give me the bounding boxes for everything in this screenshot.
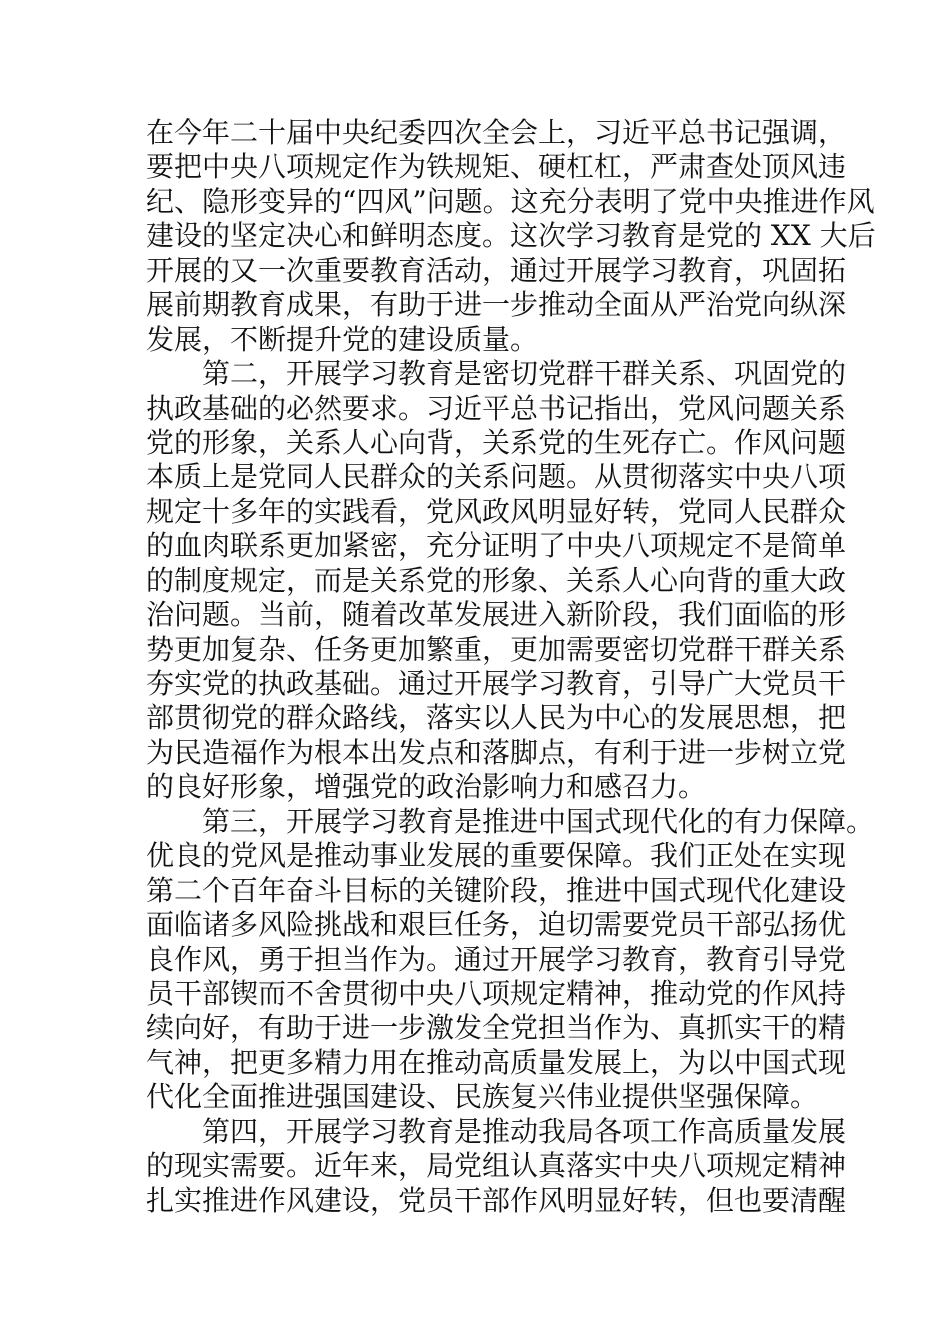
text-line: 的良好形象，增强党的政治影响力和感召力。: [146, 770, 707, 804]
text-line: 执政基础的必然要求。习近平总书记指出，党风问题关系: [146, 391, 847, 425]
text-line: 气神，把更多精力用在推动高质量发展上，为以中国式现: [146, 1045, 847, 1079]
text-line: 纪、隐形变异的“四风”问题。这充分表明了党中央推进作风: [146, 184, 875, 218]
text-line: 良作风，勇于担当作为。通过开展学习教育，教育引导党: [146, 942, 847, 976]
text-line: 发展，不断提升党的建设质量。: [146, 322, 539, 356]
text-line: 的制度规定，而是关系党的形象、关系人心向背的重大政: [146, 563, 847, 597]
text-line: 治问题。当前，随着改革发展进入新阶段，我们面临的形: [146, 598, 847, 632]
text-line: 规定十多年的实践看，党风政风明显好转，党同人民群众: [146, 494, 847, 528]
text-line: 第二个百年奋斗目标的关键阶段，推进中国式现代化建设: [146, 873, 847, 907]
text-line: 扎实推进作风建设，党员干部作风明显好转，但也要清醒: [146, 1183, 847, 1217]
text-line: 建设的坚定决心和鲜明态度。这次学习教育是党的 XX 大后: [146, 219, 876, 253]
text-line: 第四，开展学习教育是推动我局各项工作高质量发展: [146, 1114, 847, 1148]
text-line: 夯实党的执政基础。通过开展学习教育，引导广大党员干: [146, 667, 847, 700]
text-line: 续向好，有助于进一步激发全党担当作为、真抓实干的精: [146, 1011, 847, 1045]
text-line: 为民造福作为根本出发点和落脚点，有利于进一步树立党: [146, 735, 847, 769]
text-line: 员干部锲而不舍贯彻中央八项规定精神，推动党的作风持: [146, 976, 847, 1010]
text-line: 部贯彻党的群众路线，落实以人民为中心的发展思想，把: [146, 701, 847, 735]
text-line: 本质上是党同人民群众的关系问题。从贯彻落实中央八项: [146, 460, 847, 494]
text-line: 第二，开展学习教育是密切党群干群关系、巩固党的: [146, 357, 847, 391]
text-line: 第三，开展学习教育是推进中国式现代化的有力保障。: [146, 804, 875, 838]
document-body: [146, 116, 876, 1218]
text-line: 代化全面推进强国建设、民族复兴伟业提供坚强保障。: [146, 1080, 819, 1114]
text-line: 势更加复杂、任务更加繁重，更加需要密切党群干群关系: [146, 632, 847, 666]
text-line: 开展的又一次重要教育活动，通过开展学习教育，巩固拓: [146, 253, 847, 287]
text-line: 优良的党风是推动事业发展的重要保障。我们正处在实现: [146, 839, 847, 873]
text-line: 的血肉联系更加紧密，充分证明了中央八项规定不是简单: [146, 529, 847, 563]
text-line: 党的形象，关系人心向背，关系党的生死存亡。作风问题: [146, 425, 847, 459]
text-line: 面临诸多风险挑战和艰巨任务，迫切需要党员干部弘扬优: [146, 908, 847, 942]
text-line: 要把中央八项规定作为铁规矩、硬杠杠，严肃查处顶风违: [146, 150, 847, 184]
text-line: 在今年二十届中央纪委四次全会上，习近平总书记强调，: [146, 116, 847, 149]
text-line: 的现实需要。近年来，局党组认真落实中央八项规定精神: [146, 1149, 847, 1183]
text-line: 展前期教育成果，有助于进一步推动全面从严治党向纵深: [146, 288, 847, 322]
